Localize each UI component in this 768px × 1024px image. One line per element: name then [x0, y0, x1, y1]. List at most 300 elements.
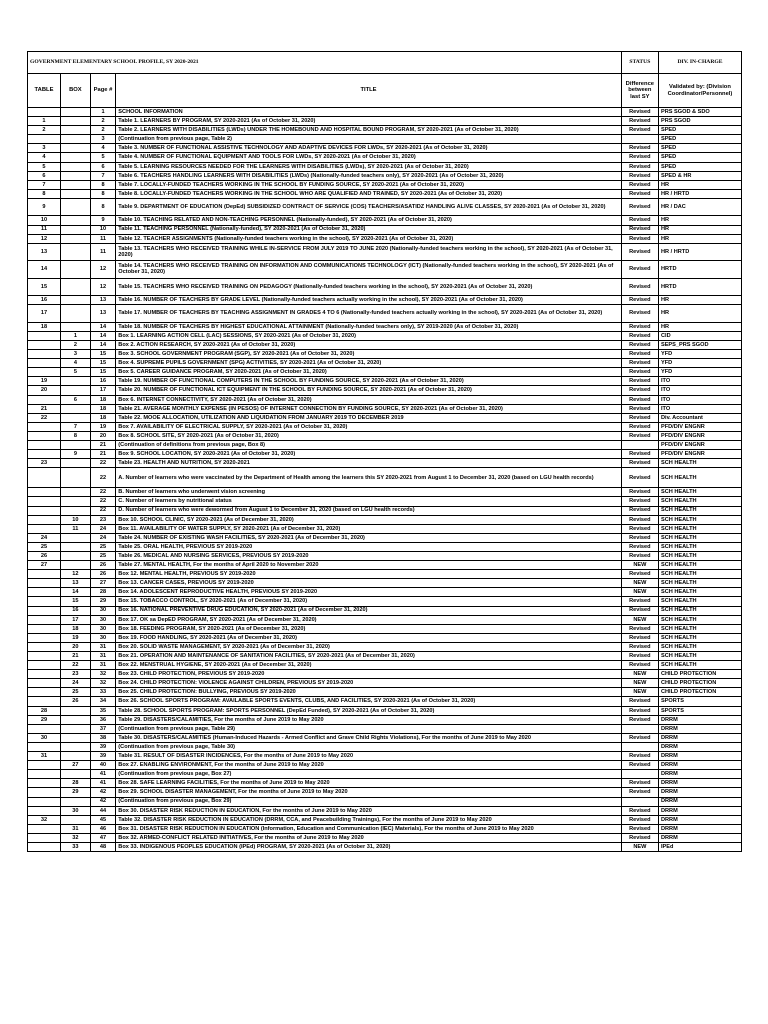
row-title: Table 13. TEACHERS WHO RECEIVED TRAINING WHILE IN-SERVICE FROM JULY 2019 TO JUNE 2020 (Nationally-funded teachers working in the school), SY 2020-2021 (As of October 31, 2020) [116, 243, 621, 261]
row-page-number: 31 [90, 661, 116, 670]
row-status: Revised [621, 171, 658, 180]
row-division: SCH HEALTH [658, 506, 741, 515]
row-table-number: 20 [28, 386, 61, 395]
row-table-number [28, 108, 61, 117]
row-table-number: 29 [28, 715, 61, 724]
row-page-number: 46 [90, 824, 116, 833]
col-page-header: Page # [90, 74, 116, 108]
row-status: NEW [621, 842, 658, 851]
row-status: Revised [621, 404, 658, 413]
row-box-number [60, 162, 90, 171]
row-box-number [60, 468, 90, 488]
row-box-number: 31 [60, 824, 90, 833]
row-page-number: 8 [90, 198, 116, 216]
row-status: Revised [621, 198, 658, 216]
table-row [28, 551, 742, 560]
row-box-number: 27 [60, 761, 90, 770]
row-table-number [28, 368, 61, 377]
row-table-number: 3 [28, 144, 61, 153]
row-division: DRRM [658, 806, 741, 815]
row-table-number [28, 422, 61, 431]
table-row [28, 524, 742, 533]
row-division: SCH HEALTH [658, 533, 741, 542]
row-page-number: 8 [90, 180, 116, 189]
row-title: Table 19. NUMBER OF FUNCTIONAL COMPUTERS IN THE SCHOOL BY FUNDING SOURCE, SY 2020-2021 (As of October 31, 2020) [116, 377, 621, 386]
row-table-number: 18 [28, 322, 61, 331]
table-row [28, 542, 742, 551]
row-division: SCH HEALTH [658, 468, 741, 488]
table-row [28, 171, 742, 180]
row-title: Box 1. LEARNING ACTION CELL (LAC) SESSIONS, SY 2020-2021 (As of October 31, 2020) [116, 331, 621, 340]
row-box-number: 26 [60, 697, 90, 706]
row-status: Revised [621, 488, 658, 497]
row-division: SCH HEALTH [658, 615, 741, 624]
row-title: C. Number of learners by nutritional status [116, 497, 621, 506]
row-division: SCH HEALTH [658, 661, 741, 670]
row-status: Revised [621, 788, 658, 797]
row-status [621, 797, 658, 806]
row-page-number: 11 [90, 243, 116, 261]
row-title: Box 25. CHILD PROTECTION: BULLYING, PREVIOUS SY 2019-2020 [116, 688, 621, 697]
row-title: Table 28. SCHOOL SPORTS PROGRAM: SPORTS PERSONNEL (DepEd Funded), SY 2020-2021 (As of October 31, 2020) [116, 706, 621, 715]
row-division: SCH HEALTH [658, 524, 741, 533]
row-box-number [60, 506, 90, 515]
row-division: DRRM [658, 733, 741, 742]
row-division: HRTD [658, 278, 741, 296]
row-table-number [28, 724, 61, 733]
row-box-number: 5 [60, 368, 90, 377]
row-table-number [28, 515, 61, 524]
row-table-number [28, 441, 61, 450]
row-page-number: 6 [90, 162, 116, 171]
table-row [28, 624, 742, 633]
row-box-number [60, 305, 90, 323]
row-title: D. Number of learners who were dewormed from August 1 to December 31, 2020 (based on LGU health records) [116, 506, 621, 515]
row-status: Revised [621, 108, 658, 117]
row-status: NEW [621, 588, 658, 597]
row-page-number: 21 [90, 450, 116, 459]
row-page-number: 14 [90, 341, 116, 350]
row-division: SCH HEALTH [658, 515, 741, 524]
table-row [28, 779, 742, 788]
row-table-number: 19 [28, 377, 61, 386]
row-title: Table 29. DISASTERS/CALAMITIES, For the months of June 2019 to May 2020 [116, 715, 621, 724]
row-title: Table 15. TEACHERS WHO RECEIVED TRAINING ON PEDAGOGY (Nationally-funded teachers working in the school), SY 2020-2021 (As of October 31, 2020) [116, 278, 621, 296]
table-row [28, 824, 742, 833]
table-row [28, 733, 742, 742]
row-status: Revised [621, 633, 658, 642]
row-page-number: 25 [90, 542, 116, 551]
row-box-number: 33 [60, 842, 90, 851]
row-box-number [60, 108, 90, 117]
row-table-number [28, 633, 61, 642]
row-page-number: 5 [90, 153, 116, 162]
row-box-number [60, 216, 90, 225]
row-division: DRRM [658, 824, 741, 833]
row-title: (Continuation from previous page, Table 29) [116, 724, 621, 733]
row-title: SCHOOL INFORMATION [116, 108, 621, 117]
row-title: Box 2. ACTION RESEARCH, SY 2020-2021 (As of October 31, 2020) [116, 341, 621, 350]
row-page-number: 29 [90, 597, 116, 606]
row-division: DRRM [658, 833, 741, 842]
row-page-number: 30 [90, 615, 116, 624]
row-division: DRRM [658, 770, 741, 779]
row-status: Revised [621, 162, 658, 171]
division-heading: DIV. IN-CHARGE [658, 52, 741, 74]
row-title: Table 14. TEACHERS WHO RECEIVED TRAINING ON INFORMATION AND COMMUNICATIONS TECHNOLOGY (ICT) (Nationally-funded teachers working in the school), SY 2020-2021 (As of October 31, 2020) [116, 261, 621, 279]
table-row [28, 661, 742, 670]
row-table-number [28, 450, 61, 459]
table-row [28, 368, 742, 377]
row-status: Revised [621, 515, 658, 524]
row-table-number [28, 579, 61, 588]
row-page-number: 16 [90, 377, 116, 386]
row-title: Table 2. LEARNERS WITH DISABILITIES (LWDs) UNDER THE HOMEBOUND AND HOSPITAL BOUND PROGRAM, SY 2020-2021 (As of October 31, 2020) [116, 126, 621, 135]
row-division: DRRM [658, 788, 741, 797]
row-division: CHILD PROTECTION [658, 670, 741, 679]
row-page-number: 14 [90, 322, 116, 331]
row-page-number: 3 [90, 135, 116, 144]
row-status: Revised [621, 733, 658, 742]
row-title: Box 6. INTERNET CONNECTIVITY, SY 2020-2021 (As of October 31, 2020) [116, 395, 621, 404]
row-title: Table 4. NUMBER OF FUNCTIONAL EQUIPMENT AND TOOLS FOR LWDs, SY 2020-2021 (As of October 31, 2020) [116, 153, 621, 162]
row-table-number [28, 661, 61, 670]
table-row [28, 135, 742, 144]
row-division: HR / DAC [658, 198, 741, 216]
row-division: SPED & HR [658, 171, 741, 180]
row-status: Revised [621, 661, 658, 670]
row-box-number [60, 497, 90, 506]
table-row [28, 670, 742, 679]
row-page-number: 25 [90, 551, 116, 560]
row-division: SCH HEALTH [658, 542, 741, 551]
title-row [28, 52, 742, 74]
row-page-number: 34 [90, 697, 116, 706]
row-box-number [60, 278, 90, 296]
row-box-number: 24 [60, 679, 90, 688]
row-table-number [28, 770, 61, 779]
row-status: Revised [621, 322, 658, 331]
table-row [28, 350, 742, 359]
row-status: Revised [621, 597, 658, 606]
row-page-number: 32 [90, 679, 116, 688]
row-status: NEW [621, 561, 658, 570]
row-division: SCH HEALTH [658, 597, 741, 606]
row-title: (Continuation from previous page, Table 2) [116, 135, 621, 144]
row-table-number [28, 697, 61, 706]
row-status: Revised [621, 570, 658, 579]
row-division: CHILD PROTECTION [658, 688, 741, 697]
row-page-number: 12 [90, 261, 116, 279]
row-box-number: 17 [60, 615, 90, 624]
table-row [28, 459, 742, 468]
row-page-number: 4 [90, 144, 116, 153]
row-table-number [28, 506, 61, 515]
row-page-number: 41 [90, 770, 116, 779]
school-profile-document [27, 51, 742, 852]
row-page-number: 28 [90, 588, 116, 597]
row-title: Box 11. AVAILABILITY OF WATER SUPPLY, SY 2020-2021 (As of December 31, 2020) [116, 524, 621, 533]
row-title: Box 16. NATIONAL PREVENTIVE DRUG EDUCATION, SY 2020-2021 (As of December 31, 2020) [116, 606, 621, 615]
row-box-number [60, 551, 90, 560]
row-table-number: 21 [28, 404, 61, 413]
row-division: YFD [658, 350, 741, 359]
row-division: SCH HEALTH [658, 570, 741, 579]
row-status: Revised [621, 542, 658, 551]
row-status: NEW [621, 679, 658, 688]
row-page-number: 36 [90, 715, 116, 724]
row-page-number: 21 [90, 441, 116, 450]
row-division: SCH HEALTH [658, 561, 741, 570]
table-row [28, 688, 742, 697]
table-row [28, 715, 742, 724]
row-status: Revised [621, 117, 658, 126]
table-row [28, 770, 742, 779]
row-status: Revised [621, 624, 658, 633]
row-title: Box 4. SUPREME PUPILS GOVERNMENT (SPG) ACTIVITIES, SY 2020-2021 (As of October 31, 2020) [116, 359, 621, 368]
row-division: CHILD PROTECTION [658, 679, 741, 688]
row-page-number: 10 [90, 225, 116, 234]
row-box-number: 15 [60, 597, 90, 606]
row-division: SPORTS [658, 697, 741, 706]
row-status: Revised [621, 533, 658, 542]
row-title: Box 24. CHILD PROTECTION: VIOLENCE AGAINST CHILDREN, PREVIOUS SY 2019-2020 [116, 679, 621, 688]
row-page-number: 39 [90, 742, 116, 751]
row-status: Revised [621, 189, 658, 198]
row-title: Table 22. MOOE ALLOCATION, UTILIZATION AND LIQUIDATION FROM JANUARY 2019 TO DECEMBER 2019 [116, 413, 621, 422]
row-page-number: 18 [90, 413, 116, 422]
table-row [28, 633, 742, 642]
row-page-number: 19 [90, 422, 116, 431]
row-table-number [28, 624, 61, 633]
table-row [28, 422, 742, 431]
row-page-number: 22 [90, 468, 116, 488]
table-row [28, 488, 742, 497]
row-table-number: 6 [28, 171, 61, 180]
row-title: Table 8. LOCALLY-FUNDED TEACHERS WORKING IN THE SCHOOL WHO ARE QUALIFIED AND TRAINED, SY 2020-2021 (As of October 31, 2020) [116, 189, 621, 198]
row-status: Revised [621, 459, 658, 468]
row-status: Revised [621, 368, 658, 377]
row-status: Revised [621, 296, 658, 305]
row-division: CID [658, 331, 741, 340]
row-page-number: 26 [90, 570, 116, 579]
table-row [28, 761, 742, 770]
row-box-number: 23 [60, 670, 90, 679]
row-page-number: 15 [90, 359, 116, 368]
table-row [28, 305, 742, 323]
row-box-number: 8 [60, 431, 90, 440]
row-status: Revised [621, 706, 658, 715]
row-status: Revised [621, 395, 658, 404]
row-page-number: 41 [90, 779, 116, 788]
row-table-number [28, 431, 61, 440]
row-status: Revised [621, 652, 658, 661]
row-page-number: 33 [90, 688, 116, 697]
row-division: HR [658, 180, 741, 189]
row-table-number: 25 [28, 542, 61, 551]
row-division: SCH HEALTH [658, 588, 741, 597]
row-page-number: 38 [90, 733, 116, 742]
row-page-number: 30 [90, 633, 116, 642]
row-box-number [60, 459, 90, 468]
row-status: Revised [621, 642, 658, 651]
row-table-number [28, 652, 61, 661]
table-row [28, 359, 742, 368]
table-row [28, 652, 742, 661]
row-page-number: 22 [90, 506, 116, 515]
row-box-number [60, 296, 90, 305]
row-box-number [60, 189, 90, 198]
row-table-number [28, 341, 61, 350]
row-title: Box 8. SCHOOL SITE, SY 2020-2021 (As of October 31, 2020) [116, 431, 621, 440]
row-box-number: 14 [60, 588, 90, 597]
row-box-number: 2 [60, 341, 90, 350]
row-status: Revised [621, 305, 658, 323]
row-page-number: 37 [90, 724, 116, 733]
row-division: SCH HEALTH [658, 551, 741, 560]
table-row [28, 234, 742, 243]
row-table-number: 14 [28, 261, 61, 279]
row-division: SCH HEALTH [658, 579, 741, 588]
row-page-number: 30 [90, 624, 116, 633]
row-box-number: 32 [60, 833, 90, 842]
row-division: DRRM [658, 815, 741, 824]
table-row [28, 724, 742, 733]
row-page-number: 31 [90, 642, 116, 651]
row-table-number [28, 606, 61, 615]
row-table-number: 13 [28, 243, 61, 261]
row-status: Revised [621, 216, 658, 225]
row-box-number: 13 [60, 579, 90, 588]
table-row [28, 468, 742, 488]
row-box-number [60, 117, 90, 126]
row-box-number: 29 [60, 788, 90, 797]
row-title: Table 26. MEDICAL AND NURSING SERVICES, PREVIOUS SY 2019-2020 [116, 551, 621, 560]
table-row [28, 216, 742, 225]
table-row [28, 752, 742, 761]
table-row [28, 579, 742, 588]
table-row [28, 606, 742, 615]
row-table-number [28, 642, 61, 651]
table-row [28, 833, 742, 842]
table-row [28, 706, 742, 715]
row-table-number [28, 679, 61, 688]
row-division: SCH HEALTH [658, 633, 741, 642]
row-status: Revised [621, 497, 658, 506]
table-row [28, 296, 742, 305]
row-division: SPED [658, 126, 741, 135]
row-division: HR [658, 322, 741, 331]
table-row [28, 162, 742, 171]
row-page-number: 15 [90, 350, 116, 359]
row-box-number: 9 [60, 450, 90, 459]
row-box-number [60, 126, 90, 135]
row-title: Box 26. SCHOOL SPORTS PROGRAM: AVAILABLE SPORTS EVENTS, CLUBS, AND FACILITIES, SY 2020-2021 (As of October 31, 2020) [116, 697, 621, 706]
row-box-number [60, 815, 90, 824]
row-table-number [28, 331, 61, 340]
row-page-number: 23 [90, 515, 116, 524]
row-box-number: 18 [60, 624, 90, 633]
row-title: Box 3. SCHOOL GOVERNMENT PROGRAM (SGP), SY 2020-2021 (As of October 31, 2020) [116, 350, 621, 359]
row-box-number: 12 [60, 570, 90, 579]
row-page-number: 32 [90, 670, 116, 679]
row-table-number: 22 [28, 413, 61, 422]
row-box-number: 10 [60, 515, 90, 524]
row-table-number [28, 497, 61, 506]
row-page-number: 48 [90, 842, 116, 851]
row-title: Table 10. TEACHING RELATED AND NON-TEACHING PERSONNEL (Nationally-funded), SY 2020-2021 (As of October 31, 2020) [116, 216, 621, 225]
row-table-number: 28 [28, 706, 61, 715]
row-status: Revised [621, 153, 658, 162]
row-status [621, 724, 658, 733]
row-division: SCH HEALTH [658, 624, 741, 633]
row-table-number: 23 [28, 459, 61, 468]
row-page-number: 47 [90, 833, 116, 842]
table-row [28, 588, 742, 597]
row-title: Table 12. TEACHER ASSIGNMENTS (Nationally-funded teachers working in the school), SY 2020-2021 (As of October 31, 2020) [116, 234, 621, 243]
row-box-number: 28 [60, 779, 90, 788]
row-table-number: 9 [28, 198, 61, 216]
row-page-number: 27 [90, 579, 116, 588]
row-box-number: 30 [60, 806, 90, 815]
row-box-number [60, 144, 90, 153]
row-box-number: 4 [60, 359, 90, 368]
row-status: Revised [621, 761, 658, 770]
row-title: Box 10. SCHOOL CLINIC, SY 2020-2021 (As of December 31, 2020) [116, 515, 621, 524]
row-box-number: 3 [60, 350, 90, 359]
row-table-number [28, 597, 61, 606]
row-division: HR [658, 225, 741, 234]
row-division: DRRM [658, 724, 741, 733]
row-table-number [28, 524, 61, 533]
row-page-number: 20 [90, 431, 116, 440]
row-box-number [60, 413, 90, 422]
row-page-number: 2 [90, 117, 116, 126]
table-row [28, 570, 742, 579]
row-table-number: 10 [28, 216, 61, 225]
row-title: A. Number of learners who were vaccinated by the Department of Health among the learners this SY 2020-2021 from August 1 to December 31, 2020 (based on LGU health records) [116, 468, 621, 488]
row-title: Table 6. TEACHERS HANDLING LEARNERS WITH DISABILITIES (LWDs) (Nationally-funded teachers only), SY 2020-2021 (As of October 31, 2020) [116, 171, 621, 180]
status-heading: STATUS [621, 52, 658, 74]
row-title: Box 7. AVAILABILITY OF ELECTRICAL SUPPLY, SY 2020-2021 (As of October 31, 2020) [116, 422, 621, 431]
row-status: Revised [621, 697, 658, 706]
table-row [28, 533, 742, 542]
row-division: ITO [658, 404, 741, 413]
row-status: NEW [621, 615, 658, 624]
row-status: Revised [621, 815, 658, 824]
row-title: Table 25. ORAL HEALTH, PREVIOUS SY 2019-2020 [116, 542, 621, 551]
row-title: Box 12. MENTAL HEALTH, PREVIOUS SY 2019-2020 [116, 570, 621, 579]
row-division: ITO [658, 386, 741, 395]
table-row [28, 797, 742, 806]
table-row [28, 153, 742, 162]
row-title: Table 32. DISASTER RISK REDUCTION IN EDUCATION (DRRM, CCA, and Peacebuilding Trainings), For the months of June 2019 to May 2020 [116, 815, 621, 824]
row-status: Revised [621, 806, 658, 815]
row-title: Box 30. DISASTER RISK REDUCTION IN EDUCATION, For the months of June 2019 to May 2020 [116, 806, 621, 815]
row-page-number: 2 [90, 126, 116, 135]
row-status: Revised [621, 422, 658, 431]
row-table-number [28, 670, 61, 679]
row-division: IPEd [658, 842, 741, 851]
row-table-number [28, 688, 61, 697]
row-division: HR [658, 234, 741, 243]
row-title: Table 21. AVERAGE MONTHLY EXPENSE (IN PESOS) OF INTERNET CONNECTION BY FUNDING SOURCE, SY 2020-2021 (As of October 31, 2020) [116, 404, 621, 413]
row-title: Table 23. HEALTH AND NUTRITION, SY 2020-2021 [116, 459, 621, 468]
row-table-number [28, 395, 61, 404]
row-division: DRRM [658, 742, 741, 751]
row-page-number: 11 [90, 234, 116, 243]
row-page-number: 18 [90, 404, 116, 413]
